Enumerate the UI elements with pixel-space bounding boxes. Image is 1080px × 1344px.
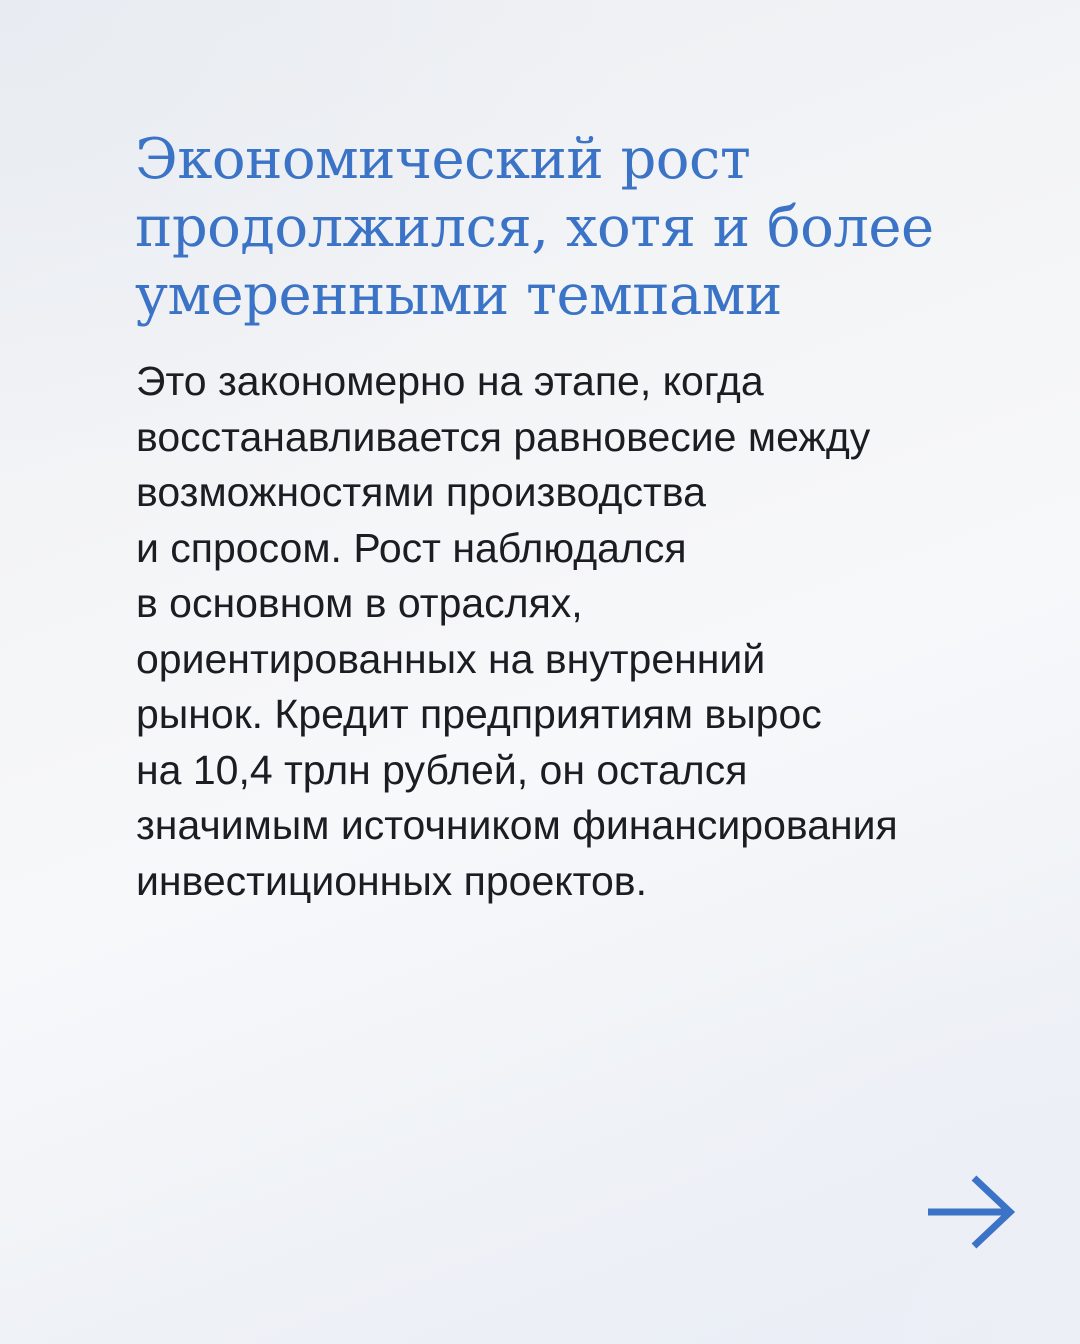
slide-title: [135, 126, 995, 330]
body-line: и спросом. Рост наблюдался: [136, 524, 687, 571]
body-line: в основном в отраслях,: [136, 580, 583, 626]
body-line: ориентированных на внутренний: [136, 635, 766, 682]
body-line: Это закономерно на этапе, когда: [136, 358, 764, 404]
title-line: умеренными темпами: [135, 263, 782, 328]
body-line: восстанавливается равновесие между: [136, 413, 871, 460]
body-line: рынок. Кредит предприятиям вырос: [136, 691, 822, 737]
slide-body-text: [136, 354, 1016, 909]
title-line: продолжился, хотя и более: [135, 195, 934, 260]
body-line: возможностями производства: [136, 469, 706, 515]
body-line: значимым источником финансирования: [136, 802, 898, 848]
body-line: инвестиционных проектов.: [136, 857, 647, 904]
title-line: Экономический рост: [135, 127, 751, 192]
body-line: на 10,4 трлн рублей, он остался: [136, 746, 748, 793]
arrow-right-icon[interactable]: [922, 1170, 1018, 1254]
